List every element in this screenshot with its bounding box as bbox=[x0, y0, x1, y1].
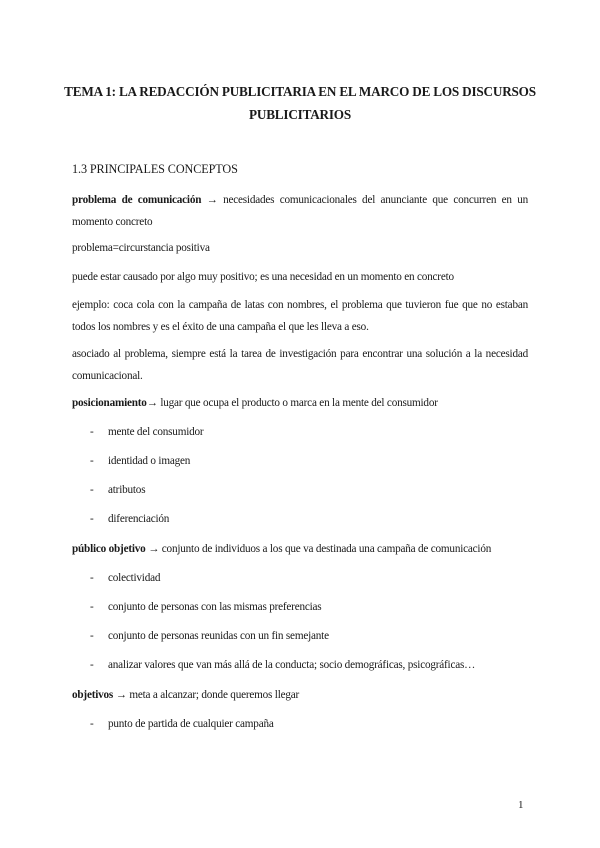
arrow-icon: → bbox=[146, 397, 158, 409]
paragraph-ejemplo: ejemplo: coca cola con la campaña de latas con nombres, el problema que tuvieron fue que no estaban todos los nombres y es el éxito de una campaña el que les lleva a eso. bbox=[72, 299, 528, 333]
page-number: 1 bbox=[518, 799, 524, 811]
dash-bullet: - bbox=[90, 455, 94, 467]
paragraph-problema bbox=[72, 189, 528, 233]
dash-bullet: - bbox=[90, 630, 94, 642]
paragraph-objetivos bbox=[72, 684, 528, 706]
list-item: - identidad o imagen bbox=[90, 455, 191, 467]
list-item: - conjunto de personas reunidas con un fin semejante bbox=[90, 630, 329, 642]
arrow-icon: → bbox=[148, 543, 160, 555]
list-item: - analizar valores que van más allá de la conducta; socio demográficas, psicográficas… bbox=[90, 659, 476, 671]
dash-bullet: - bbox=[90, 484, 94, 496]
dash-bullet: - bbox=[90, 426, 94, 438]
definition-objetivos: meta a alcanzar; donde queremos llegar bbox=[129, 689, 300, 701]
term-publico-objetivo: público objetivo bbox=[72, 543, 146, 555]
term-problema: problema de comunicación bbox=[72, 194, 202, 206]
dash-bullet: - bbox=[90, 718, 94, 730]
arrow-icon: → bbox=[115, 689, 127, 701]
dash-bullet: - bbox=[90, 601, 94, 613]
paragraph-asociado: asociado al problema, siempre está la tarea de investigación para encontrar una solución a la necesidad comunicacional. bbox=[72, 348, 528, 382]
definition-problema: necesidades comunicacionales del anunciante que concurren en un momento concreto bbox=[72, 194, 528, 228]
dash-bullet: - bbox=[90, 572, 94, 584]
dash-bullet: - bbox=[90, 659, 94, 671]
term-objetivos: objetivos bbox=[72, 689, 114, 701]
section-heading: 1.3 PRINCIPALES CONCEPTOS bbox=[72, 162, 238, 176]
list-item: - atributos bbox=[90, 484, 146, 496]
list-item: - conjunto de personas con las mismas preferencias bbox=[90, 601, 322, 613]
list-item: - mente del consumidor bbox=[90, 426, 204, 438]
term-posicionamiento: posicionamiento bbox=[72, 397, 147, 409]
paragraph-problema-positiva: problema=circurstancia positiva bbox=[72, 242, 210, 254]
definition-posicionamiento: lugar que ocupa el producto o marca en la mente del consumidor bbox=[160, 397, 438, 409]
list-item: - diferenciación bbox=[90, 513, 170, 525]
paragraph-causado: puede estar causado por algo muy positivo; es una necesidad en un momento en concreto bbox=[72, 271, 454, 283]
paragraph-publico-objetivo bbox=[72, 538, 528, 560]
title-line-1: TEMA 1: LA REDACCIÓN PUBLICITARIA EN EL MARCO DE LOS DISCURSOS bbox=[64, 84, 536, 99]
paragraph-posicionamiento bbox=[72, 392, 528, 414]
title-line-2: PUBLICITARIOS bbox=[249, 107, 351, 122]
list-item: - punto de partida de cualquier campaña bbox=[90, 718, 274, 730]
arrow-icon: → bbox=[206, 194, 218, 206]
document-title bbox=[60, 80, 540, 126]
dash-bullet: - bbox=[90, 513, 94, 525]
definition-publico-objetivo: conjunto de individuos a los que va destinada una campaña de comunicación bbox=[161, 543, 492, 555]
list-item: - colectividad bbox=[90, 572, 161, 584]
